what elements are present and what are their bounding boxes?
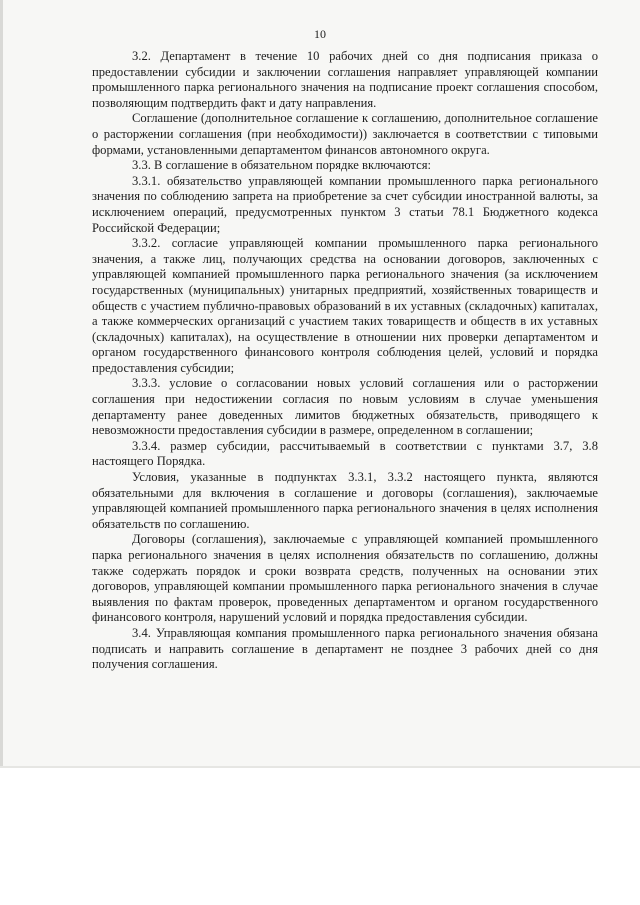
paragraph-3-2: 3.2. Департамент в течение 10 рабочих дней со дня подписания приказа о предоставлении субсидии и заключении соглашения направляет управляющей компании промышленного парка регионального значения на подписание проект соглашения способом, позволяющим подтвердить факт и дату направления.	[92, 49, 598, 110]
paragraph-3-3-2: 3.3.2. согласие управляющей компании промышленного парка регионального значения, а также лиц, получающих средства на основании договоров, заключенных с управляющей компанией промышленного парка регионального значения (за исключением государственных (муниципальных) унитарных предприятий, хозяйственных товариществ и обществ с участием публично-правовых образований в их уставных (складочных) капиталах, а также коммерческих организаций с участием таких товариществ и обществ в их уставных (складочных) капиталах), на осуществление в отношении них проверки департаментом и органом государственного финансового контроля соблюдения целей, условий и порядка предоставления субсидии;	[92, 236, 598, 375]
paragraph-3-4: 3.4. Управляющая компания промышленного парка регионального значения обязана подписать и направить соглашение в департамент не позднее 3 рабочих дней со дня получения соглашения.	[92, 625, 598, 672]
paragraph-3-3: 3.3. В соглашение в обязательном порядке включаются:	[132, 158, 431, 173]
paragraph-3-3-1: 3.3.1. обязательство управляющей компании промышленного парка регионального значения по соблюдению запрета на приобретение за счет субсидии иностранной валюты, за исключением операций, предусмотренных пунктом 3 статьи 78.1 Бюджетного кодекса Российской Федерации;	[92, 173, 598, 235]
scan-edge-shadow	[0, 0, 3, 768]
paragraph-agreement-forms: Соглашение (дополнительное соглашение к соглашению, дополнительное соглашение о расторжении соглашения (при необходимости)) заключается в соответствии с типовыми формами, установленными департаментом финансов автономного округа.	[92, 111, 598, 157]
paragraph-3-3-4: 3.3.4. размер субсидии, рассчитываемый в соответствии с пунктами 3.7, 3.8 настоящего Порядка.	[92, 438, 598, 469]
paragraph-mandatory-conditions: Условия, указанные в подпунктах 3.3.1, 3.3.2 настоящего пункта, являются обязательными для включения в соглашение и договоры (соглашения), заключаемые управляющей компанией промышленного парка регионального значения в целях исполнения обязательств по соглашению.	[92, 470, 598, 531]
paragraph-3-3-3: 3.3.3. условие о согласовании новых условий соглашения или о расторжении соглашения при недостижении согласия по новым условиям в случае уменьшения департаменту ранее доведенных лимитов бюджетных обязательств, приводящего к невозможности предоставления субсидии в размере, определенном в соглашении;	[92, 376, 598, 438]
paragraph-contracts: Договоры (соглашения), заключаемые с управляющей компанией промышленного парка регионального значения в целях исполнения обязательств по соглашению, должны также содержать порядок и сроки возврата средств, полученных на основании этих договоров, управляющей компании промышленного парка регионального значения в случае выявления по фактам проверок, проведенных департаментом и органом государственного финансового контроля, нарушений условий и порядка предоставления субсидии.	[92, 532, 598, 625]
document-body	[92, 49, 598, 673]
page-number: 10	[314, 27, 326, 41]
scan-bottom-edge	[0, 766, 640, 768]
